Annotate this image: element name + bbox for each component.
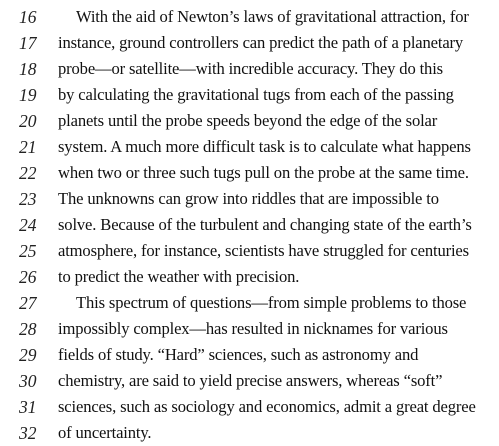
line-number: 31 xyxy=(19,397,37,417)
line-text: solve. Because of the turbulent and changing state of the earth’s xyxy=(58,215,472,234)
passage-line xyxy=(0,186,499,212)
passage-line xyxy=(0,56,499,82)
passage-line xyxy=(0,134,499,160)
passage-line xyxy=(0,316,499,342)
line-number: 22 xyxy=(19,163,37,183)
passage-line xyxy=(0,160,499,186)
passage-line xyxy=(0,264,499,290)
line-number: 17 xyxy=(19,33,37,53)
line-number: 21 xyxy=(19,137,37,157)
line-number: 28 xyxy=(19,319,37,339)
passage-line xyxy=(0,420,499,446)
line-number: 18 xyxy=(19,59,37,79)
line-text: With the aid of Newton’s laws of gravitational attraction, for xyxy=(76,7,469,26)
line-number: 23 xyxy=(19,189,37,209)
line-text: probe—or satellite—with incredible accuracy. They do this xyxy=(58,59,443,78)
line-number: 25 xyxy=(19,241,37,261)
passage-line xyxy=(0,238,499,264)
line-number: 27 xyxy=(19,293,37,313)
passage-line xyxy=(0,394,499,420)
line-text: of uncertainty. xyxy=(58,423,152,442)
passage-line xyxy=(0,368,499,394)
line-text: impossibly complex—has resulted in nicknames for various xyxy=(58,319,448,338)
line-number: 16 xyxy=(19,7,37,27)
line-number: 32 xyxy=(19,423,37,443)
line-number: 19 xyxy=(19,85,37,105)
line-text: chemistry, are said to yield precise answers, whereas “soft” xyxy=(58,371,443,390)
line-number: 24 xyxy=(19,215,37,235)
line-text: The unknowns can grow into riddles that are impossible to xyxy=(58,189,439,208)
line-text: sciences, such as sociology and economics, admit a great degree xyxy=(58,397,476,416)
line-number: 30 xyxy=(19,371,37,391)
passage-line xyxy=(0,82,499,108)
line-number: 20 xyxy=(19,111,37,131)
line-text: atmosphere, for instance, scientists have struggled for centuries xyxy=(58,241,469,260)
line-text: by calculating the gravitational tugs from each of the passing xyxy=(58,85,454,104)
passage-line xyxy=(0,290,499,316)
reading-passage xyxy=(0,4,499,443)
line-number: 29 xyxy=(19,345,37,365)
line-text: when two or three such tugs pull on the probe at the same time. xyxy=(58,163,469,182)
line-text: system. A much more difficult task is to calculate what happens xyxy=(58,137,471,156)
passage-line xyxy=(0,30,499,56)
passage-line xyxy=(0,342,499,368)
line-text: This spectrum of questions—from simple problems to those xyxy=(76,293,467,312)
line-text: instance, ground controllers can predict the path of a planetary xyxy=(58,33,464,52)
passage-line xyxy=(0,212,499,238)
line-text: fields of study. “Hard” sciences, such as astronomy and xyxy=(58,345,419,364)
passage-line xyxy=(0,4,499,30)
line-number: 26 xyxy=(19,267,37,287)
line-text: planets until the probe speeds beyond the edge of the solar xyxy=(58,111,438,130)
line-text: to predict the weather with precision. xyxy=(58,267,300,286)
passage-line xyxy=(0,108,499,134)
